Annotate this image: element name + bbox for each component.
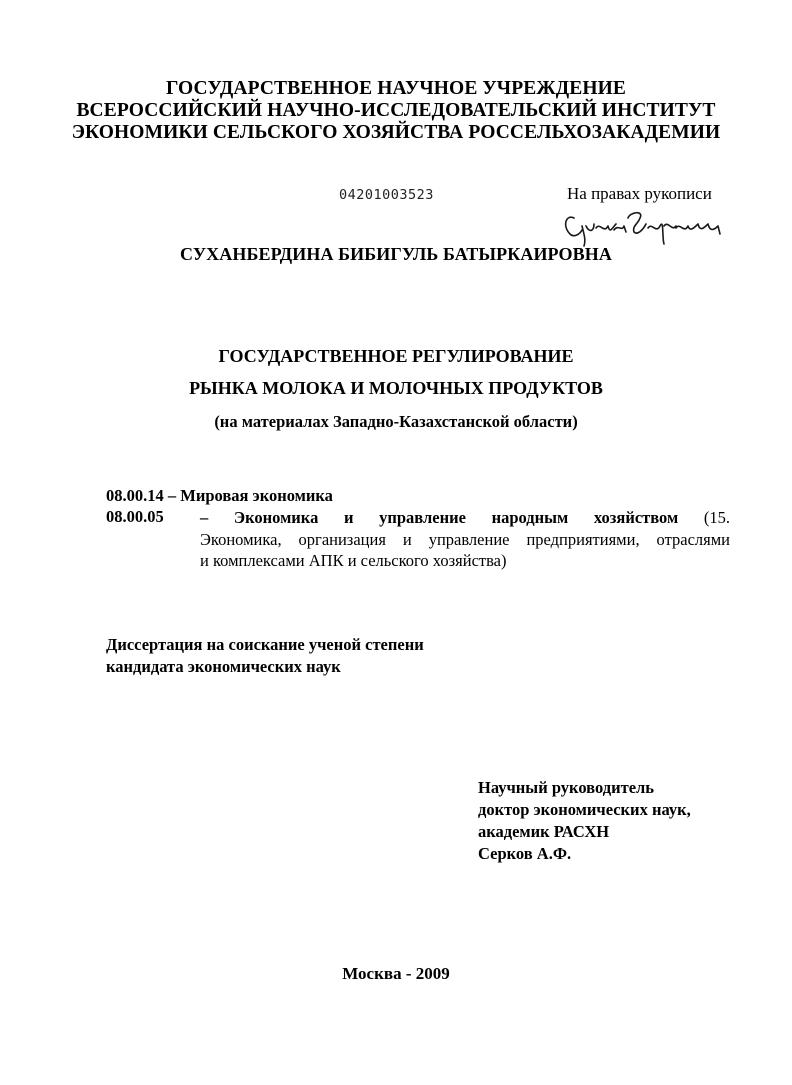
dissertation-line-2: кандидата экономических наук: [106, 657, 341, 676]
title-subtitle: (на материалах Западно-Казахстанской области): [214, 412, 578, 431]
author-name: СУХАНБЕРДИНА БИБИГУЛЬ БАТЫРКАИРОВНА: [180, 244, 612, 264]
rights-note: На правах рукописи: [567, 184, 712, 203]
specialty-2-word: и: [343, 508, 354, 527]
supervisor-title: академик РАСХН: [478, 822, 610, 841]
title-line-1: ГОСУДАРСТВЕННОЕ РЕГУЛИРОВАНИЕ: [218, 346, 574, 366]
title-line-2: РЫНКА МОЛОКА И МОЛОЧНЫХ ПРОДУКТОВ: [189, 378, 603, 398]
institution-line-1: ГОСУДАРСТВЕННОЕ НАУЧНОЕ УЧРЕЖДЕНИЕ: [166, 78, 626, 99]
specialty-2-code: 08.00.05: [106, 507, 164, 526]
place-year: Москва - 2009: [342, 964, 450, 983]
supervisor-degree: доктор экономических наук,: [478, 800, 691, 819]
specialty-2-word: хозяйством: [593, 508, 679, 527]
institution-line-2: ВСЕРОССИЙСКИЙ НАУЧНО-ИССЛЕДОВАТЕЛЬСКИЙ ИНСТИТУТ: [76, 100, 716, 121]
specialty-2-description: [200, 507, 730, 572]
specialty-1-code: 08.00.14: [106, 486, 164, 505]
handwritten-signature: [560, 204, 735, 248]
specialty-2-line-1: [200, 507, 730, 529]
supervisor-role: Научный руководитель: [478, 778, 654, 797]
institution-line-3: ЭКОНОМИКИ СЕЛЬСКОГО ХОЗЯЙСТВА РОССЕЛЬХОЗАКАДЕМИИ: [71, 122, 721, 143]
specialty-2-word: –: [200, 508, 209, 527]
specialty-2-line-2: Экономика, организация и управление предприятиями, отраслями: [200, 529, 730, 549]
specialty-1: [106, 486, 333, 506]
specialty-2-line-3: и комплексами АПК и сельского хозяйства): [200, 551, 507, 570]
dissertation-statement: [106, 634, 424, 678]
specialty-2-paren-start: (15.: [703, 508, 730, 527]
dissertation-line-1: Диссертация на соискание ученой степени: [106, 635, 424, 654]
supervisor-block: [478, 777, 691, 865]
institution-header: [0, 78, 792, 144]
specialty-1-name: – Мировая экономика: [167, 486, 333, 505]
specialty-2-word: управление: [379, 508, 466, 527]
specialty-2-word: Экономика: [233, 508, 319, 527]
registration-number: 04201003523: [339, 187, 434, 203]
specialty-2-word: народным: [491, 508, 569, 527]
supervisor-name: Серков А.Ф.: [478, 844, 572, 863]
